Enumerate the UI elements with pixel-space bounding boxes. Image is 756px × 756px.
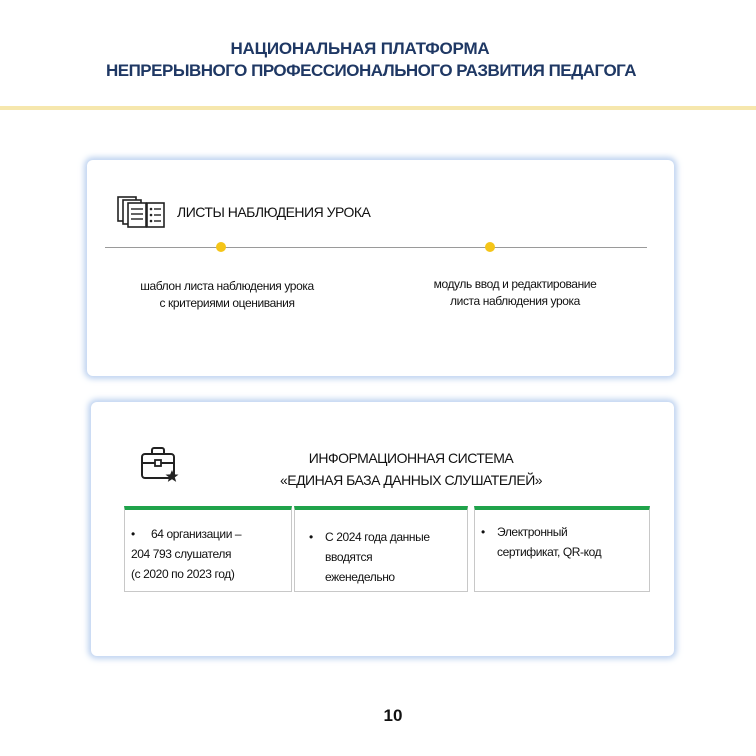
info-line: сертификат, QR-код bbox=[497, 545, 602, 559]
step-line: модуль ввод и редактирование bbox=[433, 277, 597, 291]
timeline-step-template bbox=[107, 278, 347, 312]
info-line: 204 793 слушателя bbox=[131, 547, 232, 561]
info-box-text bbox=[131, 524, 289, 584]
timeline-dot bbox=[216, 242, 226, 252]
step-line: листа наблюдения урока bbox=[450, 294, 580, 308]
listener-database-card bbox=[91, 402, 674, 656]
page-number: 10 bbox=[383, 706, 403, 725]
bullet-marker: • bbox=[309, 530, 313, 544]
page-title-line-2: НЕПРЕРЫВНОГО ПРОФЕССИОНАЛЬНОГО РАЗВИТИЯ ПЕДАГОГА bbox=[105, 61, 637, 80]
info-line: (с 2020 по 2023 год) bbox=[131, 567, 235, 581]
info-box-text bbox=[309, 527, 465, 587]
info-box-text bbox=[481, 522, 647, 562]
header-accent-line bbox=[0, 106, 756, 110]
observation-sheets-title: ЛИСТЫ НАБЛЮДЕНИЯ УРОКА bbox=[177, 204, 371, 220]
bullet-marker: • bbox=[481, 525, 485, 539]
page-title bbox=[0, 38, 756, 82]
info-line: Электронный bbox=[497, 525, 568, 539]
observation-sheets-card bbox=[87, 160, 674, 376]
page-title-line-1: НАЦИОНАЛЬНАЯ ПЛАТФОРМА bbox=[230, 39, 490, 58]
info-line: еженедельно bbox=[325, 570, 395, 584]
documents-icon bbox=[117, 194, 165, 228]
step-line: шаблон листа наблюдения урока bbox=[140, 279, 314, 293]
briefcase-star-icon bbox=[139, 444, 179, 482]
timeline-step-module bbox=[405, 276, 625, 310]
info-box-weekly-update bbox=[294, 506, 468, 592]
bullet-marker: • bbox=[131, 527, 135, 541]
database-title bbox=[231, 447, 591, 491]
timeline-line bbox=[105, 247, 647, 248]
info-line: 64 организации – bbox=[151, 527, 242, 541]
info-line: вводятся bbox=[325, 550, 373, 564]
database-title-line-1: ИНФОРМАЦИОННАЯ СИСТЕМА bbox=[308, 450, 514, 466]
step-line: с критериями оценивания bbox=[159, 296, 295, 310]
timeline-dot bbox=[485, 242, 495, 252]
info-box-organizations bbox=[124, 506, 292, 592]
info-box-certificate bbox=[474, 506, 650, 592]
info-line: С 2024 года данные bbox=[325, 530, 430, 544]
database-title-line-2: «ЕДИНАЯ БАЗА ДАННЫХ СЛУШАТЕЛЕЙ» bbox=[279, 472, 543, 488]
